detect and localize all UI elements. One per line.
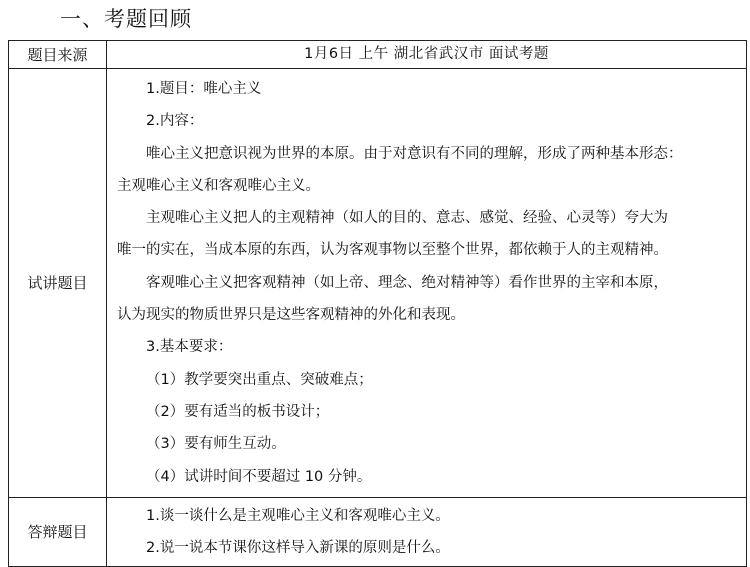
lecture-label: 试讲题目	[9, 69, 107, 498]
exam-table	[8, 40, 747, 567]
defense-line: 1.谈一谈什么是主观唯心主义和客观唯心主义。	[146, 507, 450, 524]
lecture-line: 唯心主义把意识视为世界的本原。由于对意识有不同的理解，形成了两种基本形态：	[146, 145, 683, 162]
lecture-row	[9, 69, 747, 498]
lecture-line: 3.基本要求：	[146, 339, 233, 356]
section-heading: 一、考题回顾	[60, 7, 192, 31]
lecture-line: 唯一的实在，当成本原的东西，认为客观事物以至整个世界，都依赖于人的主观精神。	[117, 242, 668, 259]
lecture-line: （3）要有师生互动。	[146, 436, 286, 453]
lecture-line: 主观唯心主义把人的主观精神（如人的目的、意志、感觉、经验、心灵等）夸大为	[146, 210, 668, 227]
lecture-line: （2）要有适当的板书设计；	[146, 403, 330, 420]
lecture-line: 主观唯心主义和客观唯心主义。	[117, 177, 320, 194]
lecture-line: 1.题目：唯心主义	[146, 81, 262, 97]
lecture-line: 客观唯心主义把客观精神（如上帝、理念、绝对精神等）看作世界的主宰和本原，	[146, 274, 668, 291]
lecture-line: （1）教学要突出重点、突破难点；	[146, 371, 373, 388]
lecture-content-cell	[107, 69, 747, 498]
defense-content	[107, 500, 746, 564]
defense-content-cell	[107, 497, 747, 566]
lecture-content	[107, 69, 746, 497]
defense-label: 答辩题目	[9, 497, 107, 566]
source-label: 题目来源	[9, 41, 107, 69]
source-row	[9, 41, 747, 69]
lecture-line: 认为现实的物质世界只是这些客观精神的外化和表现。	[117, 307, 465, 324]
defense-row	[9, 497, 747, 566]
defense-line: 2.说一说本节课你这样导入新课的原则是什么。	[146, 539, 450, 556]
lecture-line: （4）试讲时间不要超过 10 分钟。	[146, 468, 372, 485]
source-value: 1月6日 上午 湖北省武汉市 面试考题	[107, 41, 747, 69]
lecture-line: 2.内容：	[146, 113, 204, 130]
